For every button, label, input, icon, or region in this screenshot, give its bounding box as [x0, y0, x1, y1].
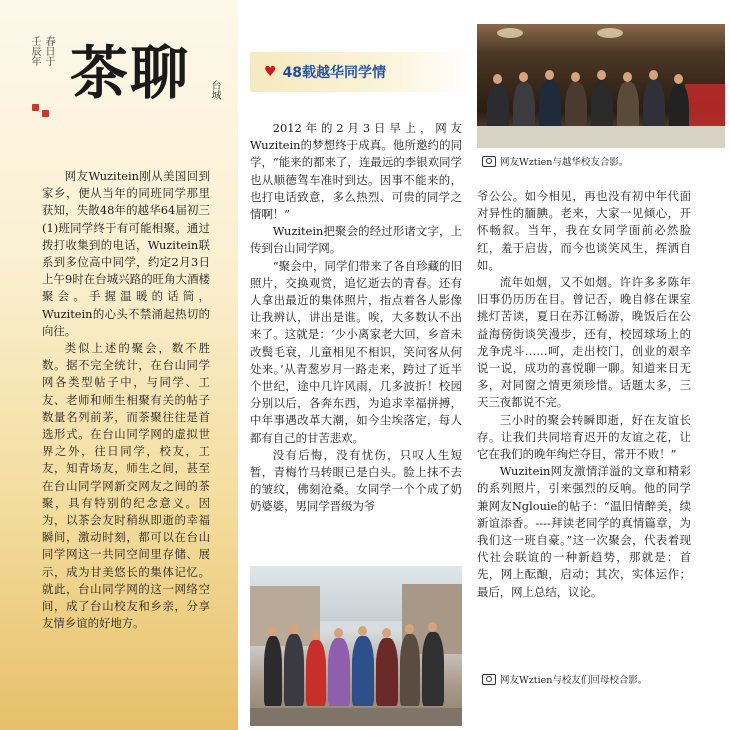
paragraph: 爷公公。如今相见，再也没有初中年代面对异性的腼腆。老来，大家一见倾心，开怀畅叙。当年，我在女同学面前必然脸红，羞于启齿，而今也谈笑风生，挥洒自如。 [477, 189, 691, 272]
paragraph: 类似上述的聚会，数不胜数。据不完全统计，在台山同学网各类型帖子中，与同学、工友、老师和师生相聚有关的帖子数量名列前茅，而茶聚往往是首选形式。在台山同学网的虚拟世界之外，往日同学，校友，工友，知青场友，师生之间，甚至在台山同学网新交网友之间的茶聚，具有特别的纪念意义。因为，以茶会友时稍纵即逝的幸福瞬间，激动时刻，都可以在台山同学网这一共同空间里存储、展示，成为甘美悠长的集体记忆。就此，台山同学网的这一网络空间，成了台山校友和乡亲，分享友情乡谊的好地方。 [42, 341, 210, 631]
paragraph: 2012年的2月3日早上，网友Wuzitein的梦想终于成真。他所邀约的同学，“能来的都来了，连最远的李银欢同学也从顺德驾车准时到达。因事不能来的，也打电话致意，多么热烈、可贵的同学之情啊！” [250, 121, 462, 222]
heart-icon: ♥ [264, 64, 277, 80]
calligraphy-inscription: 台城 [209, 80, 220, 100]
calligraphy-inscription: 春日于 [43, 36, 54, 66]
camera-icon [482, 674, 496, 685]
photo-caption-text: 网友Wztien与校友们回母校合影。 [500, 675, 648, 686]
photo-caption [482, 672, 647, 686]
paragraph: 没有后悔，没有忧伤，只叹人生短暂，青梅竹马转眼已是白头。脸上抹不去的皱纹，佛刻沧桑。女同学一个个成了奶奶婆婆，男同学晋级为爷 [250, 447, 462, 514]
paragraph: “聚会中，同学们带来了各自珍藏的旧照片，交换观赏，追忆逝去的青春。还有人拿出最近的集体照片，指点着各人影像让我辨认，讲出是谁。唉，大多数认不出来了。这就是：‘少小离家老大回，乡音未改鬓毛衰，儿童相见不相识，笑问客从何处来。’从青葱岁月一路走来，跨过了近半个世纪，途中几许风雨，几多波折！校园分别以后，各奔东西，为追求幸福拼搏，中年事遇改革大潮，如今尘埃落定，每人都有自己的甘苦悲欢。 [250, 258, 462, 445]
camera-icon [482, 156, 496, 167]
middle-column-text [250, 120, 462, 516]
paragraph: Wuzitein把聚会的经过形诸文字，上传到台山同学网。 [250, 224, 462, 256]
group-photo-school [250, 566, 462, 726]
calligraphy-heading [18, 30, 228, 150]
photo-caption [482, 154, 628, 168]
paragraph: 三小时的聚会转瞬即逝，好在友谊长存。让我们共同培育迟开的友谊之花，让它在我们的晚年绚烂夺目，常开不败！” [477, 412, 691, 462]
article-title-banner [250, 52, 472, 92]
calligraphy-inscription: 壬辰年 [29, 36, 40, 66]
seal-stamp [32, 104, 39, 111]
group-photo-restaurant [477, 24, 725, 148]
left-column-text [42, 168, 210, 632]
article-title: 48载越华同学情 [282, 65, 387, 81]
right-column-text [477, 188, 691, 601]
calligraphy-title: 茶聊 [70, 39, 191, 107]
seal-stamp [42, 110, 49, 117]
photo-caption-text: 网友Wztien与越华校友合影。 [500, 157, 629, 168]
paragraph: 流年如烟，又不如烟。许许多多陈年旧事仍历历在目。曾记否，晚自修在课室挑灯苦读，夏日在苏江畅游，晚饭后在公益海傍街谈笑漫步，还有，校园球场上的龙争虎斗……呵，走出校门，创业的艰辛说一说，成功的喜悦聊一聊。知道来日无多，对同窗之情更须珍惜。话题太多，三天三夜都说不完。 [477, 275, 691, 410]
paragraph: Wuzitein网友激情洋溢的文章和精彩的系列照片，引来强烈的反响。他的同学兼网友Nglouie的帖子：“温旧情醉美，续新谊添香。----拜读老同学的真情篇章，为我们这一班自豪。”这一次聚会，代表着现代社会联谊的一种新趋势，那就是：首先，网上酝酿，启动；其次，实体运作；最后，网上总结，议论。 [477, 464, 691, 599]
paragraph: 网友Wuzitein刚从美国回到家乡，便从当年的同班同学那里获知，失散48年的越华64届初三(1)班同学终于有可能相聚。通过拨打收集到的电话，Wuzitein联系到多位高中同学，约定2月3日上午9时在台城兴路的旺角大酒楼聚会。手握温暖的话筒，Wuzitein的心头不禁涌起热切的向往。 [42, 169, 210, 338]
